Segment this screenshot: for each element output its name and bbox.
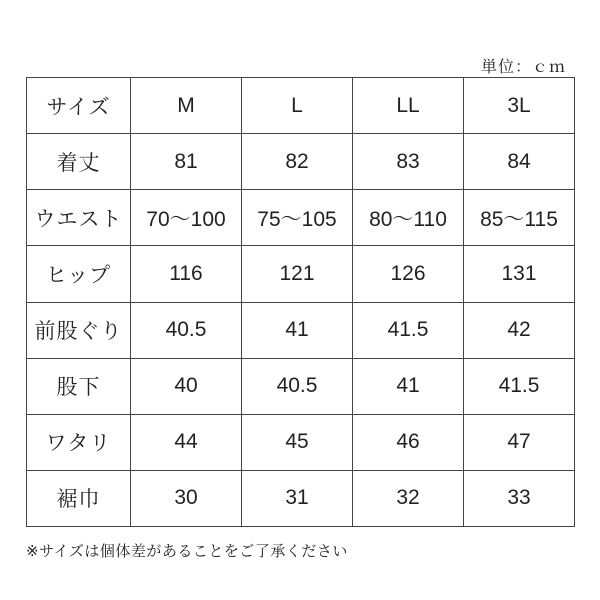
table-cell: 44 <box>131 414 242 470</box>
row-label: ヒップ <box>27 246 131 302</box>
table-cell: 41 <box>353 358 464 414</box>
row-label: 前股ぐり <box>27 302 131 358</box>
table-cell: 75〜105 <box>242 190 353 246</box>
table-cell: 84 <box>464 134 575 190</box>
table-cell: 46 <box>353 414 464 470</box>
size-ll-header: LL <box>353 78 464 134</box>
table-cell: 31 <box>242 470 353 526</box>
table-cell: 33 <box>464 470 575 526</box>
table-cell: 81 <box>131 134 242 190</box>
table-cell: 30 <box>131 470 242 526</box>
size-3l-header: 3L <box>464 78 575 134</box>
size-m-header: M <box>131 78 242 134</box>
row-label: 股下 <box>27 358 131 414</box>
table-cell: 32 <box>353 470 464 526</box>
table-cell: 42 <box>464 302 575 358</box>
table-row <box>27 134 575 190</box>
table-cell: 41.5 <box>353 302 464 358</box>
table-row <box>27 470 575 526</box>
table-cell: 45 <box>242 414 353 470</box>
unit-label: 単位：ｃｍ <box>480 57 566 76</box>
table-cell: 47 <box>464 414 575 470</box>
table-row <box>27 358 575 414</box>
table-cell: 40 <box>131 358 242 414</box>
table-cell: 85〜115 <box>464 190 575 246</box>
table-row <box>27 190 575 246</box>
header-label-cell: サイズ <box>27 78 131 134</box>
table-cell: 41 <box>242 302 353 358</box>
header-row <box>27 78 575 134</box>
table-cell: 40.5 <box>131 302 242 358</box>
table-cell: 82 <box>242 134 353 190</box>
table-cell: 121 <box>242 246 353 302</box>
size-table <box>26 77 575 527</box>
table-row <box>27 414 575 470</box>
table-cell: 80〜110 <box>353 190 464 246</box>
size-l-header: L <box>242 78 353 134</box>
row-label: ワタリ <box>27 414 131 470</box>
table-cell: 40.5 <box>242 358 353 414</box>
row-label: 裾巾 <box>27 470 131 526</box>
table-cell: 126 <box>353 246 464 302</box>
size-variance-note: ※サイズは個体差があることをご了承ください <box>26 542 348 560</box>
table-cell: 131 <box>464 246 575 302</box>
row-label: ウエスト <box>27 190 131 246</box>
table-cell: 41.5 <box>464 358 575 414</box>
table-cell: 70〜100 <box>131 190 242 246</box>
row-label: 着丈 <box>27 134 131 190</box>
table-row <box>27 302 575 358</box>
table-cell: 83 <box>353 134 464 190</box>
table-cell: 116 <box>131 246 242 302</box>
table-row <box>27 246 575 302</box>
